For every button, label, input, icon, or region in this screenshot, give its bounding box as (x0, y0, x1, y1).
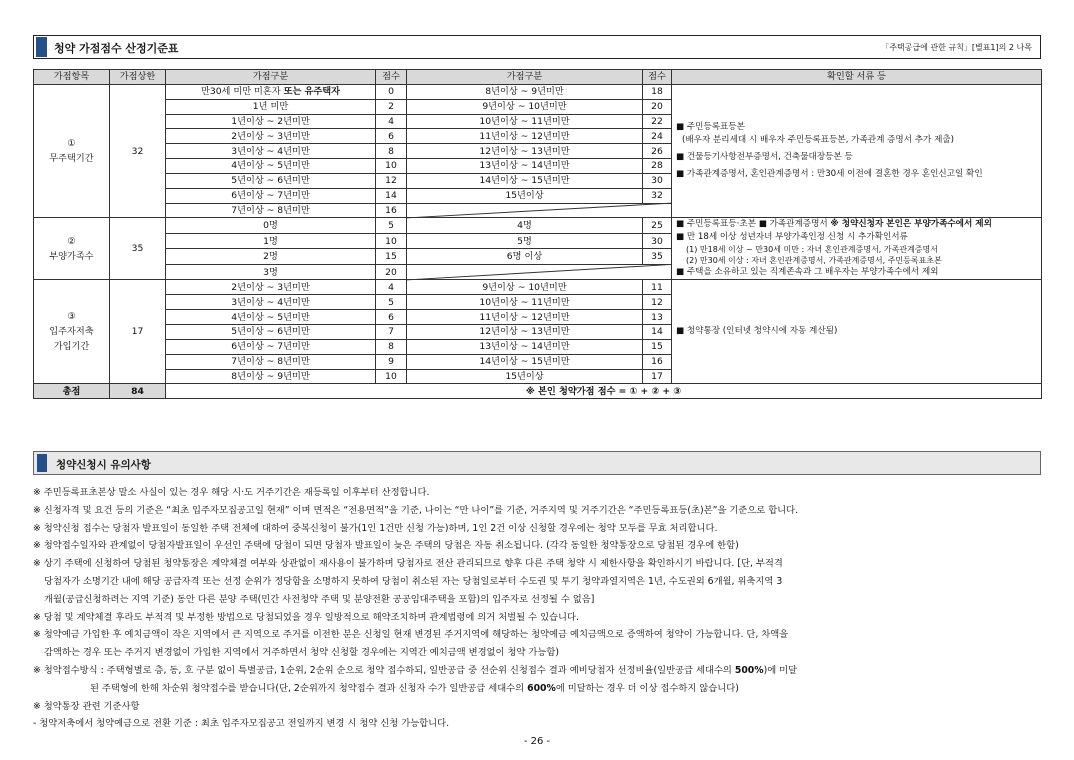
score-cell: 10 (376, 159, 407, 174)
category-cell: 5년이상 ~ 6년미만 (166, 324, 376, 339)
score-cell: 28 (643, 159, 672, 174)
notes-title: 청약신청시 유의사항 (56, 459, 151, 471)
score-table-title-bar (33, 35, 1041, 59)
table-row (34, 84, 1042, 99)
note-line: 감액하는 경우 또는 주거지 변경없이 가입한 지역에서 거주하면서 청약 신청할 경우에는 지역간 예치금액 변경없이 청약 가능함) (44, 647, 559, 659)
item-number: ② (67, 235, 76, 247)
documents-dependents (672, 218, 1042, 280)
score-cell: 8 (376, 339, 407, 354)
note-line: 된 주택형에 한해 차순위 청약접수를 받습니다(단, 2순위까지 청약접수 결과 신청자 수가 일반공급 세대수의 600%에 미달하는 경우 더 이상 접수하지 않습니다) (90, 682, 739, 694)
category-cell: 13년이상 ~ 14년미만 (407, 339, 643, 354)
category-cell: 13년이상 ~ 14년미만 (407, 159, 643, 174)
score-cell: 4 (376, 114, 407, 129)
category-cell: 15년이상 (407, 369, 643, 384)
score-cell: 5 (376, 295, 407, 310)
col-header-documents: 확인할 서류 등 (672, 70, 1042, 85)
score-cell: 20 (376, 264, 407, 280)
note-line: ※ 신청자격 및 요건 등의 기준은 “최초 입주자모집공고일 현재” 이며 면적은 “전용면적”을 기준, 나이는 “만 나이”를 기준, 거주지역 및 거주기간은 “주민등록표등(초)본”을 기준으로 합니다. (33, 504, 799, 516)
item-label: 부양가족수 (49, 250, 94, 262)
score-cell: 25 (643, 218, 672, 234)
score-cell: 7 (376, 324, 407, 339)
category-cell: 14년이상 ~ 15년미만 (407, 354, 643, 369)
title-accent-bar (36, 37, 47, 57)
score-cell: 10 (376, 233, 407, 249)
doc-line: ■ 주택을 소유하고 있는 직계존속과 그 배우자는 부양가족수에서 제외 (676, 267, 939, 278)
score-cell: 11 (643, 280, 672, 295)
category-cell: 3년이상 ~ 4년미만 (166, 144, 376, 159)
category-cell: 4명 (407, 218, 643, 234)
category-cell: 11년이상 ~ 12년미만 (407, 129, 643, 144)
item-label: 입주자저축 (49, 326, 94, 338)
notes-list (33, 484, 1041, 733)
score-cell: 9 (376, 354, 407, 369)
doc-line: (2) 만30세 이상 : 자녀 혼인관계증명서, 가족관계증명서, 주민등록표초본 (686, 256, 942, 266)
category-cell: 8년이상 ~ 9년미만 (407, 84, 643, 99)
category-cell: 15년이상 (407, 188, 643, 203)
notes-accent-bar (37, 454, 47, 472)
note-line: ※ 상기 주택에 신청하여 당첨된 청약통장은 계약체결 여부와 상관없이 재사용이 불가하며 당첨자로 전산 관리되므로 향후 다른 주택 청약 시 제한사항을 확인하시기 바랍니다. [단, 부적격 (33, 558, 783, 570)
category-cell: 4년이상 ~ 5년미만 (166, 310, 376, 325)
item-number: ③ (67, 311, 76, 323)
cap-value: 35 (110, 218, 166, 280)
empty-cell (407, 264, 672, 280)
col-header-item: 가점항목 (34, 70, 110, 85)
score-cell: 2 (376, 99, 407, 114)
doc-line: ■ 건물등기사항전부증명서, 건축물대장등본 등 (676, 152, 853, 163)
category-cell: 12년이상 ~ 13년미만 (407, 144, 643, 159)
category-cell: 1년 미만 (166, 99, 376, 114)
category-cell: 9년이상 ~ 10년미만 (407, 99, 643, 114)
cap-value: 17 (110, 280, 166, 384)
score-cell: 16 (643, 354, 672, 369)
score-cell: 10 (376, 369, 407, 384)
category-cell: 7년이상 ~ 8년미만 (166, 354, 376, 369)
item-savings (34, 280, 110, 384)
category-cell: 4년이상 ~ 5년미만 (166, 159, 376, 174)
table-row (34, 280, 1042, 295)
item-number: ① (67, 138, 76, 150)
category-cell: 6년이상 ~ 7년미만 (166, 188, 376, 203)
note-line: ※ 청약예금 가입한 후 예치금액이 작은 지역에서 큰 지역으로 주거를 이전한 분은 신청일 현재 변경된 주거지역에 해당하는 청약예금 예치금액으로 증액하여 청약이 가능합니다. 단, 차액을 (33, 629, 789, 641)
doc-line: (1) 만18세 이상 ~ 만30세 미만 : 자녀 혼인관계증명서, 가족관계증명서 (686, 245, 938, 255)
note-line: ※ 청약접수일자와 관계없이 당첨자발표일이 우선인 주택에 당첨이 되면 당첨자 발표일이 늦은 주택의 당첨은 자동 취소됩니다. (각각 동일한 청약통장으로 당첨된 경우에 한함) (33, 540, 739, 552)
doc-line: (배우자 분리세대 시 배우자 주민등록표등본, 가족관계 증명서 추가 제출) (682, 135, 955, 146)
score-cell: 6 (376, 129, 407, 144)
doc-line: ■ 만 18세 이상 성년자녀 부양가족인정 신청 시 추가확인서류 (676, 232, 908, 243)
total-cap: 84 (110, 384, 166, 399)
score-criteria-table (33, 69, 1042, 399)
note-line: 당첨자가 소명기간 내에 해당 공급자격 또는 선정 순위가 정당함을 소명하지 못하여 당첨이 취소된 자는 당첨일로부터 수도권 및 투기 청약과열지역은 1년, 수도권외 6개월, 위축지역 3 (44, 575, 783, 587)
documents-homeless (672, 84, 1042, 218)
col-header-score: 점수 (376, 70, 407, 85)
total-row (34, 384, 1042, 399)
item-dependents (34, 218, 110, 280)
table-header-row (34, 70, 1042, 85)
category-cell: 만30세 미만 미혼자 또는 유주택자 (166, 84, 376, 99)
category-cell: 6년이상 ~ 7년미만 (166, 339, 376, 354)
page-title: 청약 가점점수 산정기준표 (54, 42, 179, 55)
category-cell: 1명 (166, 233, 376, 249)
category-cell: 2년이상 ~ 3년미만 (166, 129, 376, 144)
documents-savings: ■ 청약통장 (인터넷 청약시에 자동 계산됨) (672, 280, 1042, 384)
score-cell: 17 (643, 369, 672, 384)
category-cell: 5명 (407, 233, 643, 249)
item-homeless (34, 84, 110, 218)
category-cell: 2명 (166, 249, 376, 265)
category-cell: 8년이상 ~ 9년미만 (166, 369, 376, 384)
page-number: - 26 - (523, 736, 551, 747)
score-cell: 20 (643, 99, 672, 114)
category-cell: 7년이상 ~ 8년미만 (166, 203, 376, 218)
col-header-category: 가점구분 (166, 70, 376, 85)
category-cell: 11년이상 ~ 12년미만 (407, 310, 643, 325)
total-formula: ※ 본인 청약가점 점수 = ① + ② + ③ (166, 384, 1042, 399)
doc-line: ■ 가족관계증명서, 혼인관계증명서 : 만30세 이전에 결혼한 경우 혼인신고일 확인 (676, 169, 983, 180)
score-cell: 5 (376, 218, 407, 234)
score-cell: 32 (643, 188, 672, 203)
score-cell: 6 (376, 310, 407, 325)
category-cell: 3명 (166, 264, 376, 280)
score-cell: 30 (643, 233, 672, 249)
score-cell: 35 (643, 249, 672, 265)
score-cell: 12 (376, 173, 407, 188)
category-cell: 3년이상 ~ 4년미만 (166, 295, 376, 310)
score-cell: 16 (376, 203, 407, 218)
note-line: ※ 당첨 및 계약체결 후라도 부적격 및 부정한 방법으로 당첨되었을 경우 일방적으로 해약조치하며 관계법령에 의거 처벌될 수 있습니다. (33, 611, 579, 623)
col-header-category: 가점구분 (407, 70, 643, 85)
note-line: ※ 청약통장 관련 기준사항 (33, 700, 140, 712)
item-label: 무주택기간 (49, 153, 94, 165)
score-cell: 18 (643, 84, 672, 99)
doc-line: ■ 주민등록표등본 (676, 122, 745, 133)
category-cell: 0명 (166, 218, 376, 234)
cap-value: 32 (110, 84, 166, 218)
category-cell: 10년이상 ~ 11년미만 (407, 114, 643, 129)
notes-section-bar (33, 451, 1041, 475)
item-label: 가입기간 (53, 341, 90, 353)
category-cell: 12년이상 ~ 13년미만 (407, 324, 643, 339)
category-cell: 2년이상 ~ 3년미만 (166, 280, 376, 295)
note-line: 개월(공급신청하려는 지역 기준) 동안 다른 분양 주택(민간 사전청약 주택 및 분양전환 공공임대주택을 포함)의 입주자로 선정될 수 없음] (44, 593, 595, 605)
category-cell: 6명 이상 (407, 249, 643, 265)
col-header-cap: 가점상한 (110, 70, 166, 85)
note-line: - 청약저축에서 청약예금으로 전환 기준 : 최초 입주자모집공고 전일까지 변경 시 청약 신청 가능합니다. (33, 718, 450, 730)
score-cell: 14 (643, 324, 672, 339)
category-cell: 10년이상 ~ 11년미만 (407, 295, 643, 310)
score-cell: 30 (643, 173, 672, 188)
score-cell: 12 (643, 295, 672, 310)
note-line: ※ 청약접수방식 : 주택형별로 층, 동, 호 구분 없이 특별공급, 1순위, 2순위 순으로 청약 접수하되, 일반공급 중 선순위 신청접수 결과 예비당첨자 선정비율(일반공급 세대수의 500%)에 미달 (33, 664, 798, 676)
col-header-score: 점수 (643, 70, 672, 85)
regulation-reference: 「주택공급에 관한 규칙」[별표1]의 2 나목 (881, 43, 1032, 52)
category-cell: 5년이상 ~ 6년미만 (166, 173, 376, 188)
score-cell: 15 (643, 339, 672, 354)
total-label: 총점 (34, 384, 110, 399)
score-cell: 0 (376, 84, 407, 99)
score-cell: 22 (643, 114, 672, 129)
doc-line: ■ 주민등록표등·초본 ■ 가족관계증명서 ※ 청약신청자 본인은 부양가족수에서 제외 (676, 219, 992, 230)
category-cell: 14년이상 ~ 15년미만 (407, 173, 643, 188)
note-line: ※ 주민등록표초본상 말소 사실이 있는 경우 해당 시·도 거주기간은 재등록일 이후부터 산정합니다. (33, 487, 430, 498)
empty-cell (407, 203, 672, 218)
score-cell: 15 (376, 249, 407, 265)
score-cell: 14 (376, 188, 407, 203)
score-cell: 8 (376, 144, 407, 159)
score-cell: 4 (376, 280, 407, 295)
note-line: ※ 청약신청 접수는 당첨자 발표일이 동일한 주택 전체에 대하여 중복신청이 불가(1인 1건만 신청 가능)하며, 1인 2건 이상 신청할 경우에는 청약 모두를 무효 처리합니다. (33, 522, 718, 534)
score-cell: 26 (643, 144, 672, 159)
category-cell: 1년이상 ~ 2년미만 (166, 114, 376, 129)
table-row (34, 218, 1042, 234)
score-cell: 13 (643, 310, 672, 325)
category-cell: 9년이상 ~ 10년미만 (407, 280, 643, 295)
score-cell: 24 (643, 129, 672, 144)
